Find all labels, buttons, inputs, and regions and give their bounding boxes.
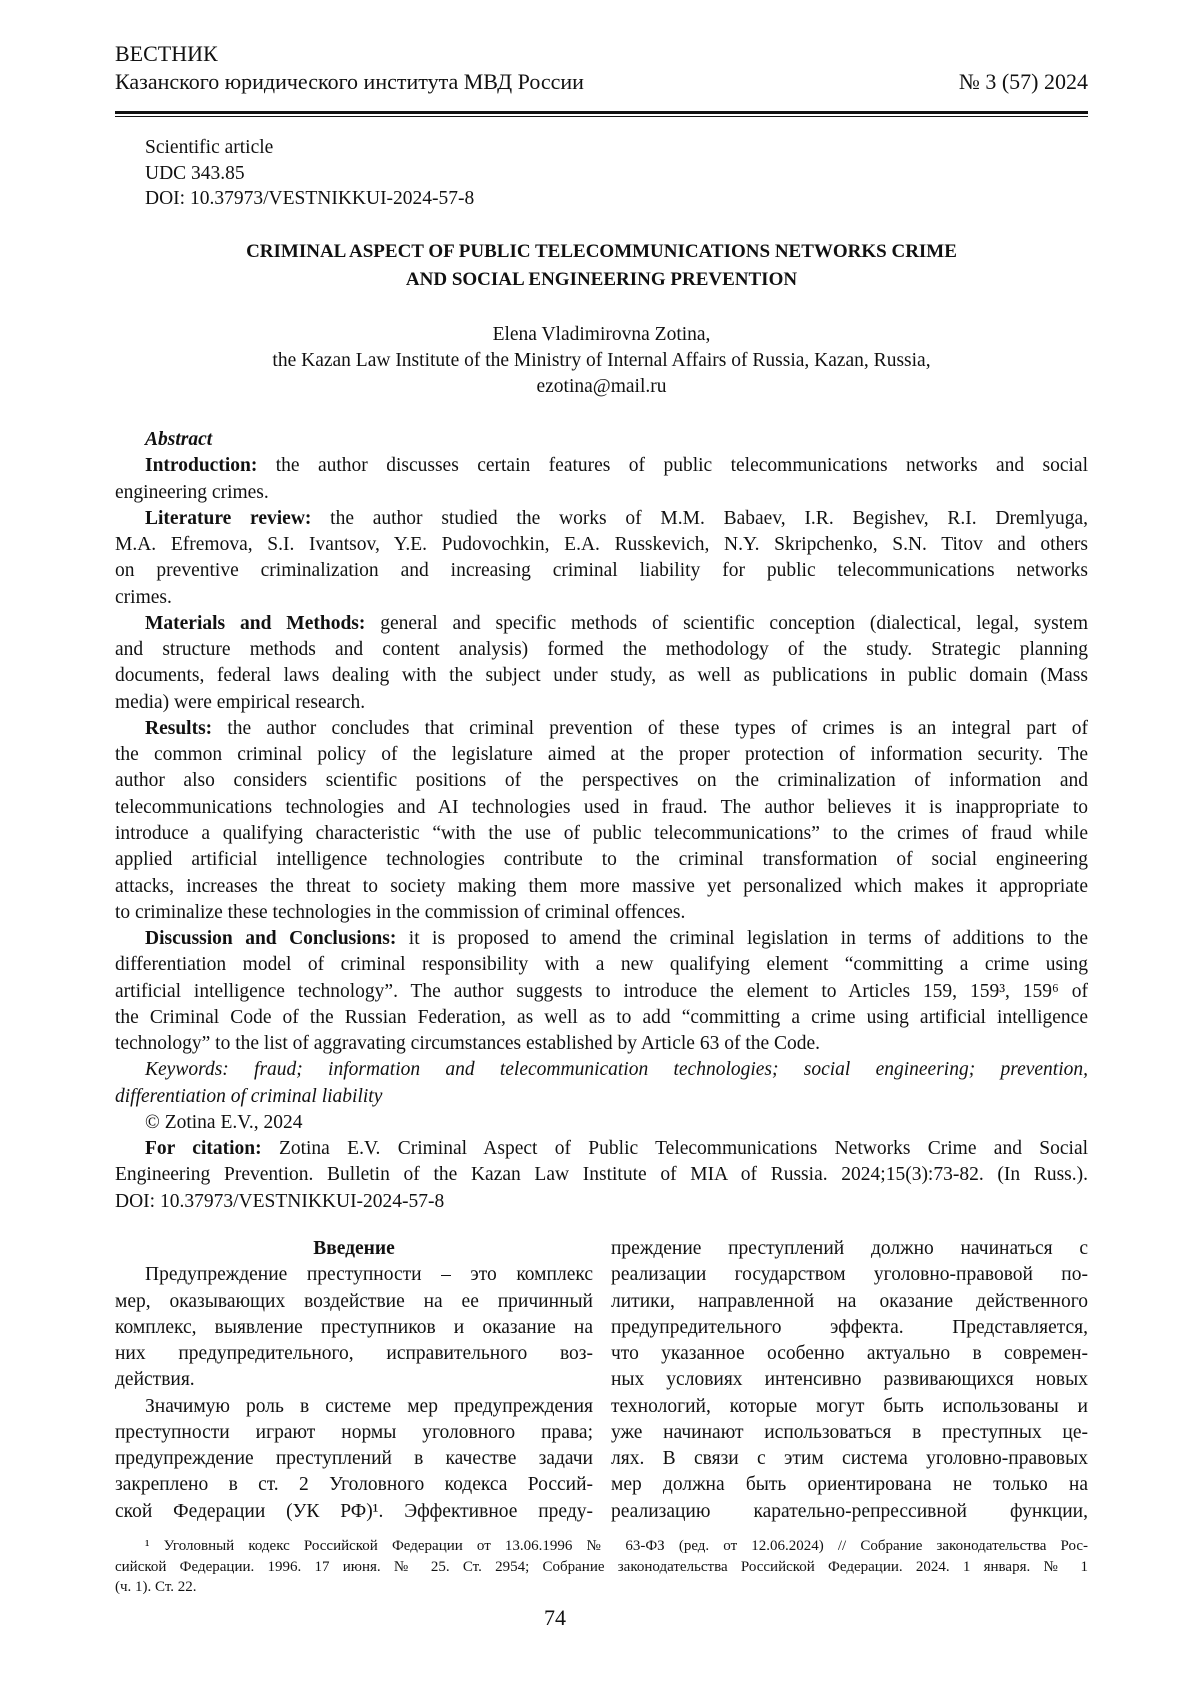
abstract-text: the author discusses certain features of public telecommunications networks and social bbox=[276, 455, 1088, 476]
abstract-line bbox=[115, 926, 1088, 952]
left-column bbox=[115, 1236, 593, 1525]
footnote-line: сийской Федерации. 1996. 17 июня. № 25. Ст. 2954; Собрание законодательства Российской Федерации. 2024. 1 января. № 1 bbox=[115, 1557, 1088, 1578]
abstract-line bbox=[115, 795, 1088, 821]
body-text-line: ных условиях интенсивно развивающихся новых bbox=[611, 1367, 1088, 1393]
abstract-line bbox=[115, 1057, 1088, 1083]
body-text-line: литики, направленной на оказание действенного bbox=[611, 1289, 1088, 1315]
journal-name-line1: ВЕСТНИК bbox=[115, 40, 1088, 68]
abstract-line bbox=[115, 690, 1088, 716]
author-email[interactable]: ezotina@mail.ru bbox=[115, 374, 1088, 400]
abstract-line bbox=[115, 611, 1088, 637]
abstract-line bbox=[115, 821, 1088, 847]
abstract-text: Engineering Prevention. Bulletin of the Kazan Law Institute of MIA of Russia. 2024;15(3):73-82. (In Russ.). bbox=[115, 1164, 1088, 1185]
body-text-line: лях. В связи с этим система уголовно-правовых bbox=[611, 1446, 1088, 1472]
body-text-line: них предупредительного, исправительного воз- bbox=[115, 1341, 593, 1367]
body-text-line: технологий, которые могут быть использованы и bbox=[611, 1394, 1088, 1420]
body-text-line: уже начинают использоваться в преступных це- bbox=[611, 1420, 1088, 1446]
abstract-line bbox=[115, 1189, 1088, 1215]
title-line-2: AND SOCIAL ENGINEERING PREVENTION bbox=[115, 266, 1088, 294]
abstract-text: general and specific methods of scientific conception (dialectical, legal, system bbox=[380, 613, 1088, 634]
article-type: Scientific article bbox=[145, 135, 474, 161]
abstract-line bbox=[115, 716, 1088, 742]
journal-header bbox=[115, 40, 1088, 96]
abstract-heading: Abstract bbox=[115, 427, 1088, 453]
footnote-line: (ч. 1). Ст. 22. bbox=[115, 1577, 1088, 1598]
body-text-line: ской Федерации (УК РФ)¹. Эффективное преду- bbox=[115, 1499, 593, 1525]
article-meta bbox=[145, 135, 474, 212]
abstract-line bbox=[115, 663, 1088, 689]
abstract-line bbox=[115, 1005, 1088, 1031]
abstract-text: introduce a qualifying characteristic “with the use of public telecommunications” to the crimes of fraud while bbox=[115, 823, 1088, 844]
abstract-line bbox=[115, 1110, 1088, 1136]
article-title bbox=[115, 238, 1088, 294]
right-column bbox=[611, 1236, 1088, 1525]
abstract-text: and structure methods and content analysis) formed the methodology of the study. Strategic planning bbox=[115, 639, 1088, 660]
abstract-line bbox=[115, 506, 1088, 532]
abstract-text: on preventive criminalization and increasing criminal liability for public telecommunications networks bbox=[115, 560, 1088, 581]
header-divider-thin bbox=[115, 116, 1088, 117]
abstract-line bbox=[115, 453, 1088, 479]
abstract-line bbox=[115, 480, 1088, 506]
body-text-line: реализацию карательно-репрессивной функции, bbox=[611, 1499, 1088, 1525]
abstract-line bbox=[115, 1031, 1088, 1057]
abstract-line bbox=[115, 532, 1088, 558]
abstract-text: DOI: 10.37973/VESTNIKKUI-2024-57-8 bbox=[115, 1191, 444, 1212]
body-text-line: предупреждение преступлений в качестве задачи bbox=[115, 1446, 593, 1472]
abstract-line bbox=[115, 952, 1088, 978]
author-name: Elena Vladimirovna Zotina, bbox=[115, 322, 1088, 348]
abstract-text: documents, federal laws dealing with the subject under study, as well as publications in public domain (Mass bbox=[115, 665, 1088, 686]
title-line-1: CRIMINAL ASPECT OF PUBLIC TELECOMMUNICATIONS NETWORKS CRIME bbox=[115, 238, 1088, 266]
abstract-section-label: Introduction: bbox=[145, 455, 257, 476]
abstract-section-label: Keywords: bbox=[145, 1059, 229, 1080]
abstract-text: crimes. bbox=[115, 587, 172, 608]
abstract-line bbox=[115, 874, 1088, 900]
header-divider bbox=[115, 111, 1088, 114]
issue-number: № 3 (57) 2024 bbox=[959, 68, 1088, 96]
abstract-section-label: Results: bbox=[145, 718, 212, 739]
footnote-line: ¹ Уголовный кодекс Российской Федерации от 13.06.1996 № 63-ФЗ (ред. от 12.06.2024) // Собрание законодательства Рос- bbox=[115, 1536, 1088, 1557]
body-text-line: комплекс, выявление преступников и оказание на bbox=[115, 1315, 593, 1341]
abstract-text: artificial intelligence technology”. The author suggests to introduce the element to Articles 159, 159³, 159⁶ of bbox=[115, 981, 1088, 1002]
body-text-line: что указанное особенно актуально в современ- bbox=[611, 1341, 1088, 1367]
page-number: 74 bbox=[0, 1605, 1110, 1631]
abstract-line bbox=[115, 979, 1088, 1005]
abstract-text: media) were empirical research. bbox=[115, 692, 365, 713]
abstract-text: the common criminal policy of the legislature aimed at the proper protection of information security. The bbox=[115, 744, 1088, 765]
body-text-line: предупредительного эффекта. Представляется, bbox=[611, 1315, 1088, 1341]
abstract-text: telecommunications technologies and AI technologies used in fraud. The author believes it is inappropriate to bbox=[115, 797, 1088, 818]
abstract-text: M.A. Efremova, S.I. Ivantsov, Y.E. Pudovochkin, E.A. Russkevich, N.Y. Skripchenko, S.N. Titov and others bbox=[115, 534, 1088, 555]
abstract-line bbox=[115, 637, 1088, 663]
abstract-line bbox=[115, 1084, 1088, 1110]
abstract-line bbox=[115, 847, 1088, 873]
abstract-line bbox=[115, 742, 1088, 768]
body-text-line: преждение преступлений должно начинаться с bbox=[611, 1236, 1088, 1262]
abstract-text: Zotina E.V. Criminal Aspect of Public Telecommunications Networks Crime and Social bbox=[279, 1138, 1088, 1159]
body-text-line: мер должна быть ориентирована не только на bbox=[611, 1472, 1088, 1498]
journal-name-line2: Казанского юридического института МВД России bbox=[115, 68, 584, 96]
body-text-line: Предупреждение преступности – это комплекс bbox=[115, 1262, 593, 1288]
abstract-text: it is proposed to amend the criminal legislation in terms of additions to the bbox=[409, 928, 1088, 949]
abstract-section-label: Literature review: bbox=[145, 508, 311, 529]
footnote bbox=[115, 1536, 1088, 1598]
doi: DOI: 10.37973/VESTNIKKUI-2024-57-8 bbox=[145, 186, 474, 212]
abstract-text: technology” to the list of aggravating circumstances established by Article 63 of the Code. bbox=[115, 1033, 820, 1054]
abstract-text: differentiation of criminal liability bbox=[115, 1086, 382, 1107]
section-heading: Введение bbox=[115, 1236, 593, 1262]
body-text-line: закреплено в ст. 2 Уголовного кодекса Россий- bbox=[115, 1472, 593, 1498]
body-text-line: преступности играют нормы уголовного права; bbox=[115, 1420, 593, 1446]
abstract bbox=[115, 427, 1088, 1215]
body-text-line: мер, оказывающих воздействие на ее причинный bbox=[115, 1289, 593, 1315]
abstract-text: attacks, increases the threat to society making them more massive yet personalized which makes it appropriate bbox=[115, 876, 1088, 897]
abstract-text: the author studied the works of M.M. Babaev, I.R. Begishev, R.I. Dremlyuga, bbox=[330, 508, 1088, 529]
body-text-line: Значимую роль в системе мер предупреждения bbox=[115, 1394, 593, 1420]
abstract-text: © Zotina E.V., 2024 bbox=[145, 1112, 302, 1133]
abstract-text: fraud; information and telecommunication technologies; social engineering; prevention, bbox=[254, 1059, 1088, 1080]
abstract-line bbox=[115, 1162, 1088, 1188]
abstract-text: author also considers scientific positions of the perspectives on the criminalization of information and bbox=[115, 770, 1088, 791]
abstract-text: applied artificial intelligence technologies contribute to the criminal transformation of social engineering bbox=[115, 849, 1088, 870]
abstract-text: engineering crimes. bbox=[115, 482, 269, 503]
abstract-section-label: For citation: bbox=[145, 1138, 262, 1159]
abstract-section-label: Discussion and Conclusions: bbox=[145, 928, 396, 949]
abstract-line bbox=[115, 585, 1088, 611]
author-block bbox=[115, 322, 1088, 400]
abstract-text: the author concludes that criminal prevention of these types of crimes is an integral part of bbox=[227, 718, 1088, 739]
abstract-line bbox=[115, 900, 1088, 926]
udc: UDC 343.85 bbox=[145, 161, 474, 187]
body-text-line: реализации государством уголовно-правовой по- bbox=[611, 1262, 1088, 1288]
abstract-line bbox=[115, 558, 1088, 584]
author-affiliation: the Kazan Law Institute of the Ministry of Internal Affairs of Russia, Kazan, Russia, bbox=[115, 348, 1088, 374]
abstract-text: differentiation model of criminal responsibility with a new qualifying element “committing a crime using bbox=[115, 954, 1088, 975]
abstract-text: the Criminal Code of the Russian Federation, as well as to add “committing a crime using artificial intelligence bbox=[115, 1007, 1088, 1028]
abstract-line bbox=[115, 768, 1088, 794]
abstract-line bbox=[115, 1136, 1088, 1162]
abstract-section-label: Materials and Methods: bbox=[145, 613, 365, 634]
abstract-text: to criminalize these technologies in the commission of criminal offences. bbox=[115, 902, 685, 923]
body-text-line: действия. bbox=[115, 1367, 593, 1393]
